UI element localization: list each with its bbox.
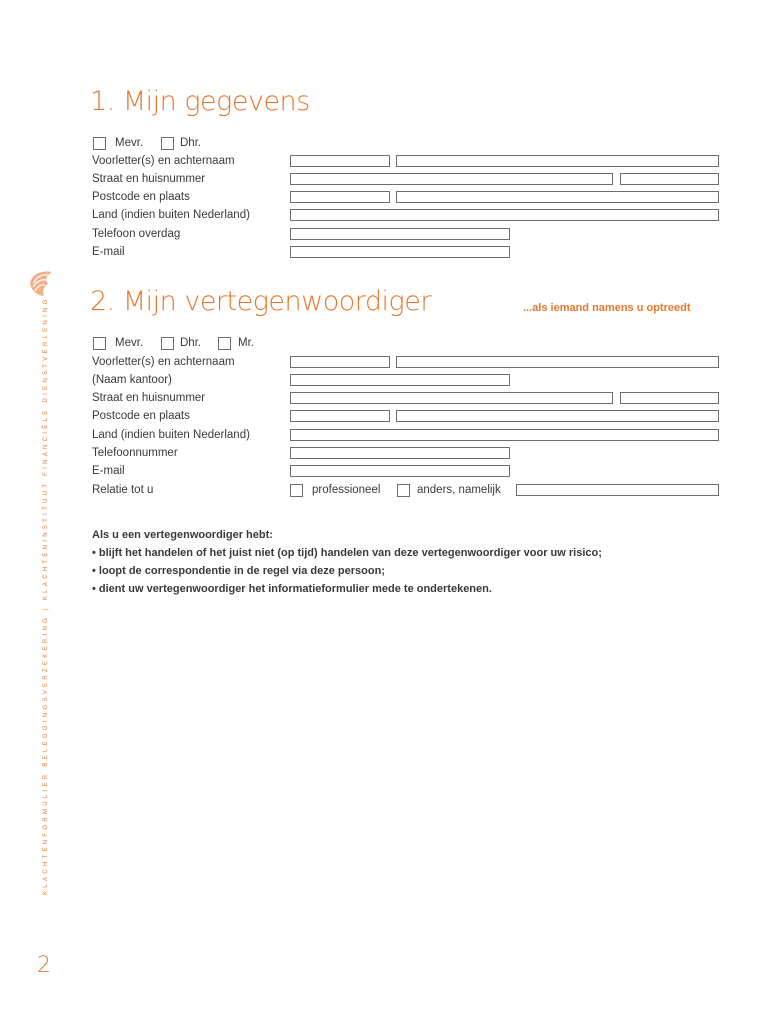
s2-postal-label: Postcode en plaats: [92, 410, 190, 422]
s2-email-label: E-mail: [92, 465, 125, 477]
checkbox-dhr-1-label: Dhr.: [180, 137, 202, 149]
s1-postal-label: Postcode en plaats: [92, 191, 190, 203]
s2-housenumber-input[interactable]: [620, 392, 719, 404]
s1-street-input[interactable]: [290, 173, 613, 185]
checkbox-mevr-1-label: Mevr.: [115, 137, 144, 149]
section2-subtitle: ...als iemand namens u optreedt: [523, 302, 691, 314]
s2-country-label: Land (indien buiten Nederland): [92, 429, 250, 441]
section1-title: 1. Mijn gegevens: [90, 86, 310, 117]
s2-initials-input[interactable]: [290, 356, 390, 368]
checkbox-anders-label: anders, namelijk: [417, 484, 501, 496]
s2-office-input[interactable]: [290, 374, 510, 386]
notes-heading: Als u een vertegenwoordiger hebt:: [92, 529, 273, 541]
checkbox-mevr-2[interactable]: [93, 337, 106, 350]
checkbox-professioneel[interactable]: [290, 484, 303, 497]
notes-bullet: • dient uw vertegenwoordiger het informatieformulier mede te ondertekenen.: [92, 583, 492, 595]
s1-initials-input[interactable]: [290, 155, 390, 167]
checkbox-mevr-2-label: Mevr.: [115, 337, 144, 349]
s2-country-input[interactable]: [290, 429, 719, 441]
s2-street-label: Straat en huisnummer: [92, 392, 206, 404]
section2-title: 2. Mijn vertegenwoordiger: [90, 286, 431, 317]
notes-bullet: • loopt de correspondentie in de regel via deze persoon;: [92, 565, 385, 577]
s2-name-label: Voorletter(s) en achternaam: [92, 356, 235, 368]
s2-lastname-input[interactable]: [396, 356, 719, 368]
s1-country-input[interactable]: [290, 209, 719, 221]
s1-street-label: Straat en huisnummer: [92, 173, 206, 185]
checkbox-mr-2[interactable]: [218, 337, 231, 350]
s1-email-input[interactable]: [290, 246, 510, 258]
s2-phone-input[interactable]: [290, 447, 510, 459]
s1-phone-label: Telefoon overdag: [92, 228, 181, 240]
s1-phone-input[interactable]: [290, 228, 510, 240]
checkbox-mr-2-label: Mr.: [238, 337, 254, 349]
shell-logo-icon: [28, 268, 56, 298]
s1-country-label: Land (indien buiten Nederland): [92, 209, 250, 221]
sidebar-vertical-text: KLACHTENFORMULIER BELEGGINGSVERZEKERING | KLACHTENINSTITUUT FINANCIËLE DIENSTVERLENING: [43, 296, 49, 895]
s2-street-input[interactable]: [290, 392, 613, 404]
s2-office-label: (Naam kantoor): [92, 374, 172, 386]
checkbox-dhr-1[interactable]: [161, 137, 174, 150]
s1-city-input[interactable]: [396, 191, 719, 203]
page-number: 2: [37, 953, 51, 978]
s2-city-input[interactable]: [396, 410, 719, 422]
s2-relation-other-input[interactable]: [516, 484, 719, 496]
notes-bullet: • blijft het handelen of het juist niet (op tijd) handelen van deze vertegenwoordiger voor uw risico;: [92, 547, 602, 559]
checkbox-anders[interactable]: [397, 484, 410, 497]
checkbox-professioneel-label: professioneel: [312, 484, 381, 496]
checkbox-mevr-1[interactable]: [93, 137, 106, 150]
s2-phone-label: Telefoonnummer: [92, 447, 178, 459]
checkbox-dhr-2-label: Dhr.: [180, 337, 202, 349]
s2-email-input[interactable]: [290, 465, 510, 477]
s1-housenumber-input[interactable]: [620, 173, 719, 185]
s1-name-label: Voorletter(s) en achternaam: [92, 155, 235, 167]
s1-email-label: E-mail: [92, 246, 125, 258]
s1-postcode-input[interactable]: [290, 191, 390, 203]
s2-postcode-input[interactable]: [290, 410, 390, 422]
s2-relation-label: Relatie tot u: [92, 484, 154, 496]
checkbox-dhr-2[interactable]: [161, 337, 174, 350]
s1-lastname-input[interactable]: [396, 155, 719, 167]
